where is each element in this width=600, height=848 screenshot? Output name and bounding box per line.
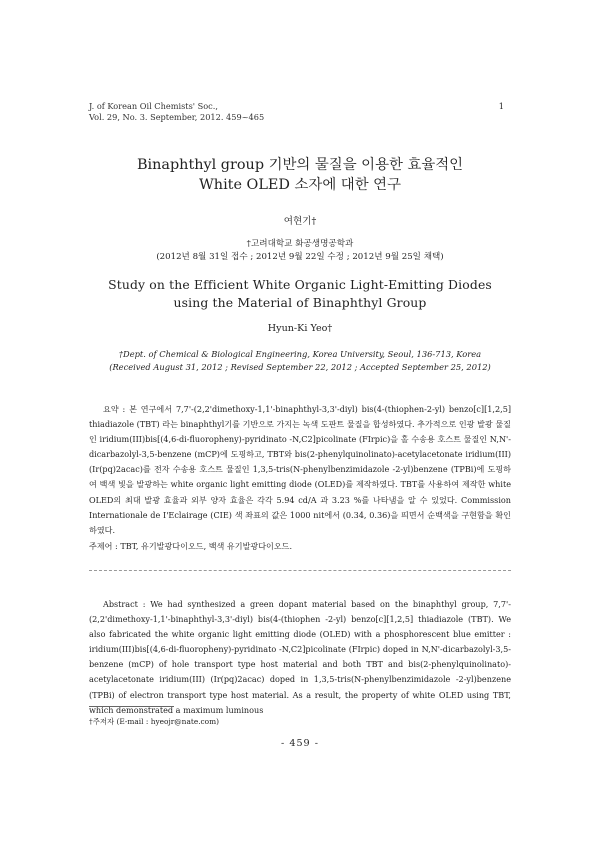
english-title <box>0 276 600 312</box>
footnote-rule <box>89 706 174 707</box>
korean-title <box>0 155 600 195</box>
journal-volume: Vol. 29, No. 3. September, 2012. 459~465 <box>89 112 265 122</box>
page-number-bottom: - 459 - <box>281 738 319 749</box>
korean-affiliation <box>0 238 600 263</box>
english-affiliation <box>0 348 600 373</box>
english-abstract: Abstract : We had synthesized a green dopant material based on the binaphthyl group, 7,7'-(2,2'dimethoxy-1,1'-binaphthyl-3,3'-diyl) bis(4-(thiophen -2-yl) benzo[c][1,2,5] thiadiazole (TBT). We also fabricated the white organic light emitting diode (OLED) with a phosphorescent blue emitter : iridium(III)bis[(4,6-di-fluoropheny)-pyridinato -N,C2]picolinate (FIrpic) doped in N,N'-dicarbazolyl-3,5-benzene (mCP) of hole transport type host material and both TBT and bis(2-phenylquinolinato)- acetylacetonate iridium(III) (Ir(pq)2acac) doped in 1,3,5-tris(N-phenylbenzimidazole -2-yl)benzene (TPBi) of electron transport type host material. As a result, the property of white OLED using TBT, which demonstrated a maximum luminous <box>89 599 511 715</box>
section-divider <box>89 570 511 571</box>
english-author: Hyun-Ki Yeo† <box>267 323 333 334</box>
english-affiliation-dates: (Received August 31, 2012 ; Revised September 22, 2012 ; Accepted September 25, 2012) <box>109 361 491 372</box>
english-title-line2: using the Material of Binaphthyl Group <box>173 295 427 310</box>
english-affiliation-dept: †Dept. of Chemical & Biological Engineering, Korea University, Seoul, 136-713, Korea <box>118 349 482 359</box>
korean-affiliation-dept: †고려대학교 화공생명공학과 <box>246 239 354 249</box>
korean-keywords: 주제어 : TBT, 유기발광다이오드, 백색 유기발광다이오드. <box>89 541 293 551</box>
korean-affiliation-dates: (2012년 8월 31일 접수 ; 2012년 9월 22일 수정 ; 2012년 9월 25일 채택) <box>156 251 444 262</box>
page-number-top: 1 <box>498 101 504 111</box>
korean-author: 여현기† <box>283 216 317 227</box>
journal-name: J. of Korean Oil Chemists' Soc., <box>89 101 218 111</box>
corresponding-author-footnote: †주저자 (E-mail : hyeojr@nate.com) <box>89 717 220 726</box>
korean-abstract: 요약 : 본 연구에서 7,7'-(2,2'dimethoxy-1,1'-binaphthyl-3,3'-diyl) bis(4-(thiophen-2-yl) benzo[c][1,2,5] thiadiazole (TBT) 라는 binaphthyl기를 기반으로 가지는 녹색 도판트 물질을 합성하였다. 추가적으로 인광 발광 물질인 iridium(III)bis[(4,6-di-fluoropheny)-pyridinato -N,C2]picolinate (FIrpic)을 홀 수송용 호스트 물질인 N,N'-dicarbazolyl-3,5-benzene (mCP)에 도핑하고, TBT와 bis(2-phenylquinolinato)-acetylacetonate iridium(III) (Ir(pq)2acac)를 전자 수송용 호스트 물질인 1,3,5-tris(N-phenylbenzimidazole -2-yl)benzene (TPBi)에 도핑하여 백색 빛을 발광하는 white organic light emitting diode (OLED)를 제작하였다. TBT를 사용하여 제작한 white OLED의 최대 발광 효율과 외부 양자 효율은 각각 5.94 cd/A 과 3.23 %를 나타냄을 알 수 있었다. Commission Internationale de I'Eclairage (CIE) 색 좌표의 값은 1000 nit에서 (0.34, 0.36)을 띄면서 순백색을 구현함을 확인하였다. <box>89 404 511 535</box>
journal-citation <box>89 101 264 123</box>
english-title-line1: Study on the Efficient White Organic Light-Emitting Diodes <box>108 277 492 292</box>
korean-title-line2: White OLED 소자에 대한 연구 <box>199 177 401 193</box>
korean-title-line1: Binaphthyl group 기반의 물질을 이용한 효율적인 <box>136 157 464 173</box>
